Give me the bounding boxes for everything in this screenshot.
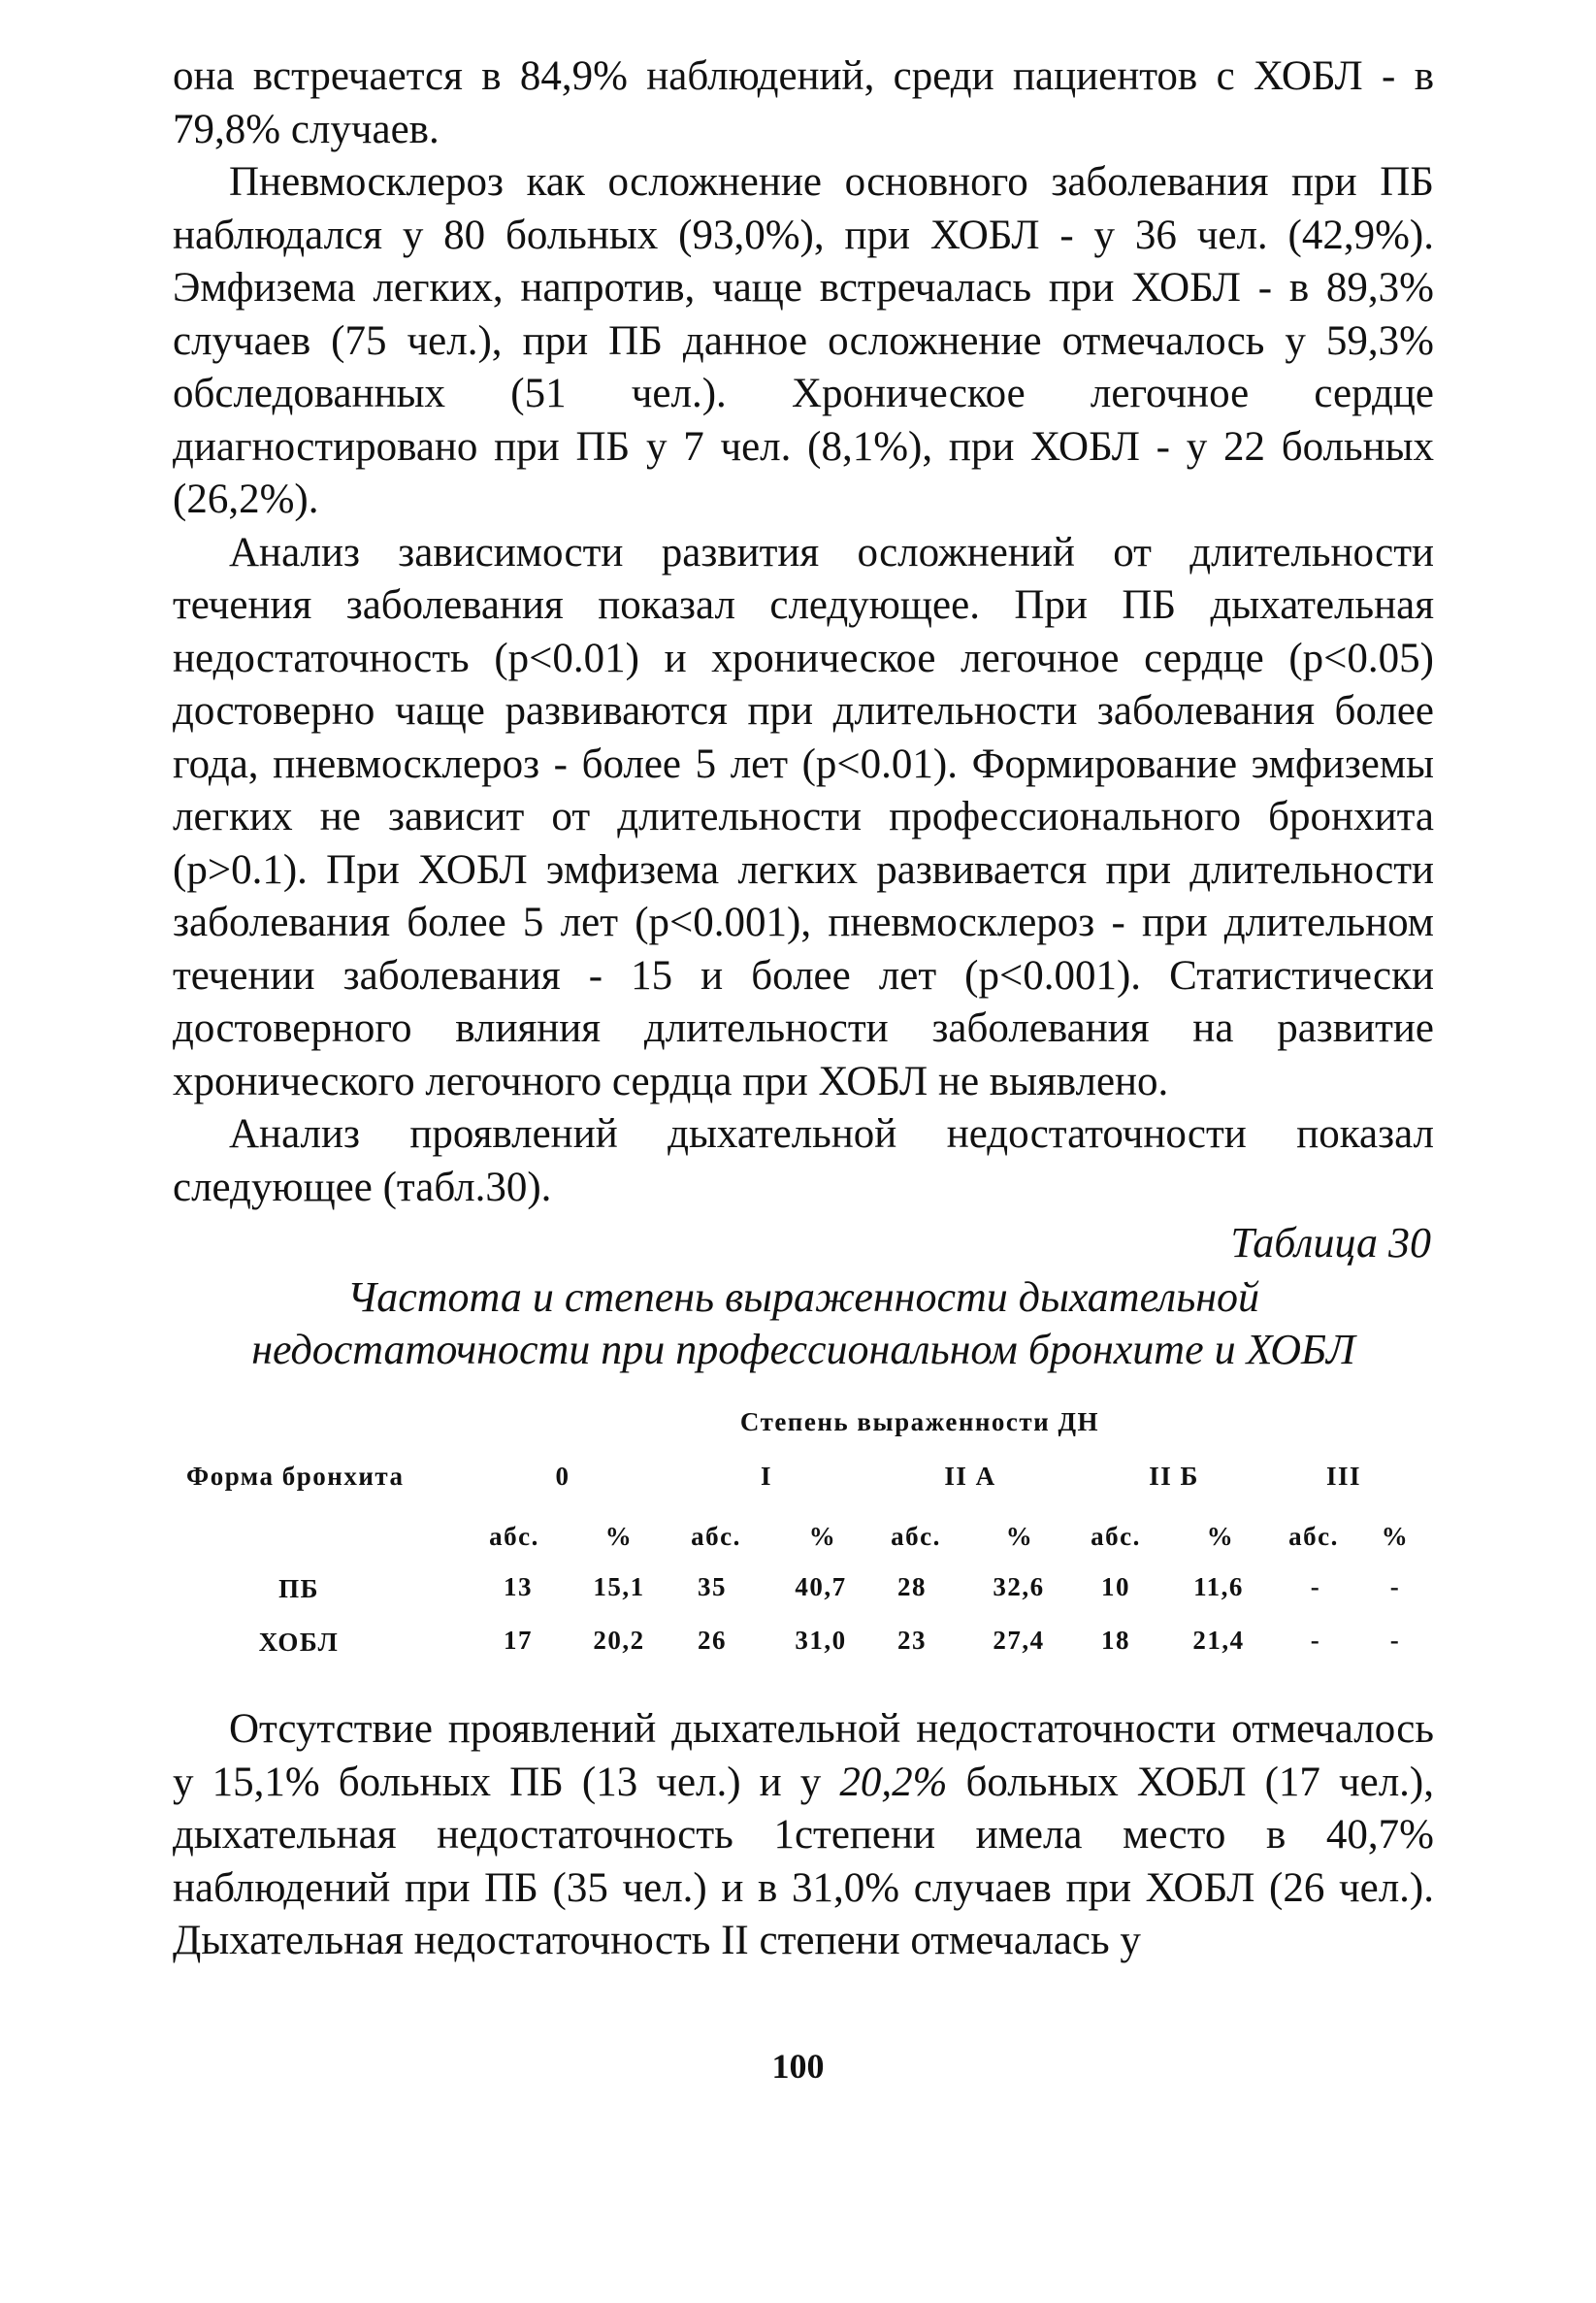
subheader-pct: % bbox=[1381, 1522, 1410, 1551]
table-group-header: Степень выраженности ДН bbox=[739, 1407, 1100, 1436]
paragraph-pneumosclerosis: Пневмосклероз как осложнение основного заболевания при ПБ наблюдался у 80 больных (93,0%), при ХОБЛ - у 36 чел. (42,9%). Эмфизема легких, напротив, чаще встречалась при ХОБЛ - в 89,3% случаев (75 чел.), при ПБ данное осложнение отмечалось у 59,3% обследованных (51 чел.). Хроническое легочное сердце диагностировано при ПБ у 7 чел. (8,1%), при ХОБЛ - у 22 больных (26,2%). bbox=[173, 159, 1434, 522]
italic-text-run: 20,2% bbox=[839, 1759, 948, 1805]
table-cell: 26 bbox=[698, 1626, 727, 1655]
table-cell: 27,4 bbox=[993, 1626, 1045, 1655]
grade-header-2b: II Б bbox=[1149, 1462, 1199, 1491]
table-cell: 15,1 bbox=[593, 1572, 645, 1601]
subheader-pct: % bbox=[1005, 1522, 1034, 1551]
table-cell: 11,6 bbox=[1193, 1572, 1244, 1601]
table-number: Таблица 30 bbox=[1230, 1219, 1431, 1267]
grade-header-3: III bbox=[1325, 1462, 1362, 1491]
paragraph-respiratory-failure bbox=[173, 1703, 1434, 1968]
page-number: 100 bbox=[771, 2047, 825, 2086]
subheader-abs: абс. bbox=[891, 1522, 941, 1551]
subheader-pct: % bbox=[604, 1522, 634, 1551]
paragraph-table-intro: Анализ проявлений дыхательной недостаточности показал следующее (табл.30). bbox=[173, 1111, 1434, 1210]
table-title bbox=[173, 1271, 1434, 1376]
table-cell: 40,7 bbox=[795, 1572, 847, 1601]
paragraph-duration-analysis: Анализ зависимости развития осложнений от длительности течения заболевания показал следующее. При ПБ дыхательная недостаточность (p<0.01) и хроническое легочное сердце (p<0.05) достоверно чаще развиваются при длительности заболевания более года, пневмосклероз - более 5 лет (p<0.01). Формирование эмфиземы легких не зависит от длительности профессионального бронхита (p>0.1). При ХОБЛ эмфизема легких развивается при длительности заболевания более 5 лет (p<0.001), пневмосклероз - при длительном течении заболевания - 15 и более лет (p<0.001). Статистически достоверного влияния длительности заболевания на развитие хронического легочного сердца при ХОБЛ не выявлено. bbox=[173, 529, 1434, 1104]
subheader-abs: абс. bbox=[1091, 1522, 1141, 1551]
text-run: больных ХОБЛ (17 чел.), дыхательная недостаточность 1степени имела место в 40,7% наблюдений при ПБ (35 чел.) и в 31,0% случаев при ХОБЛ (26 чел.). Дыхательная недостаточность II степени отмечалась у bbox=[173, 1759, 1435, 1963]
grade-header-2a: II А bbox=[944, 1462, 996, 1491]
subheader-pct: % bbox=[1206, 1522, 1235, 1551]
table-cell: 13 bbox=[504, 1572, 533, 1601]
table-cell: 10 bbox=[1101, 1572, 1130, 1601]
body-text-bottom bbox=[173, 1703, 1434, 1968]
subheader-pct: % bbox=[808, 1522, 837, 1551]
subheader-abs: абс. bbox=[489, 1522, 539, 1551]
grade-header-1: I bbox=[760, 1462, 773, 1491]
data-table bbox=[173, 1407, 1434, 1698]
table-cell: 17 bbox=[504, 1626, 533, 1655]
table-cell: 23 bbox=[897, 1626, 927, 1655]
table-cell: 28 bbox=[897, 1572, 927, 1601]
body-text-top bbox=[173, 50, 1434, 1214]
subheader-abs: абс. bbox=[691, 1522, 741, 1551]
table-cell: - bbox=[1310, 1572, 1321, 1601]
row-label-pb: ПБ bbox=[278, 1574, 319, 1603]
table-cell: - bbox=[1389, 1626, 1401, 1655]
table-cell: 31,0 bbox=[795, 1626, 847, 1655]
subheader-abs: абс. bbox=[1288, 1522, 1339, 1551]
table-cell: - bbox=[1389, 1572, 1401, 1601]
table-title-line-1: Частота и степень выраженности дыхательной bbox=[346, 1273, 1260, 1321]
table-cell: 20,2 bbox=[593, 1626, 645, 1655]
table-cell: 32,6 bbox=[993, 1572, 1045, 1601]
paragraph-continuation: она встречается в 84,9% наблюдений, среди пациентов с ХОБЛ - в 79,8% случаев. bbox=[173, 53, 1434, 152]
grade-header-0: 0 bbox=[555, 1462, 570, 1491]
table-cell: - bbox=[1310, 1626, 1321, 1655]
row-label-copd: ХОБЛ bbox=[258, 1628, 340, 1657]
table-cell: 21,4 bbox=[1192, 1626, 1245, 1655]
table-cell: 18 bbox=[1101, 1626, 1130, 1655]
table-cell: 35 bbox=[698, 1572, 727, 1601]
table-row-header: Форма бронхита bbox=[186, 1462, 405, 1491]
text-run: Отсутствие проявлений дыхательной недостаточности отмечалось у 15,1% больных ПБ (13 чел.) и у bbox=[173, 1706, 1434, 1805]
table-title-line-2: недостаточности при профессиональном бронхите и ХОБЛ bbox=[251, 1326, 1355, 1373]
